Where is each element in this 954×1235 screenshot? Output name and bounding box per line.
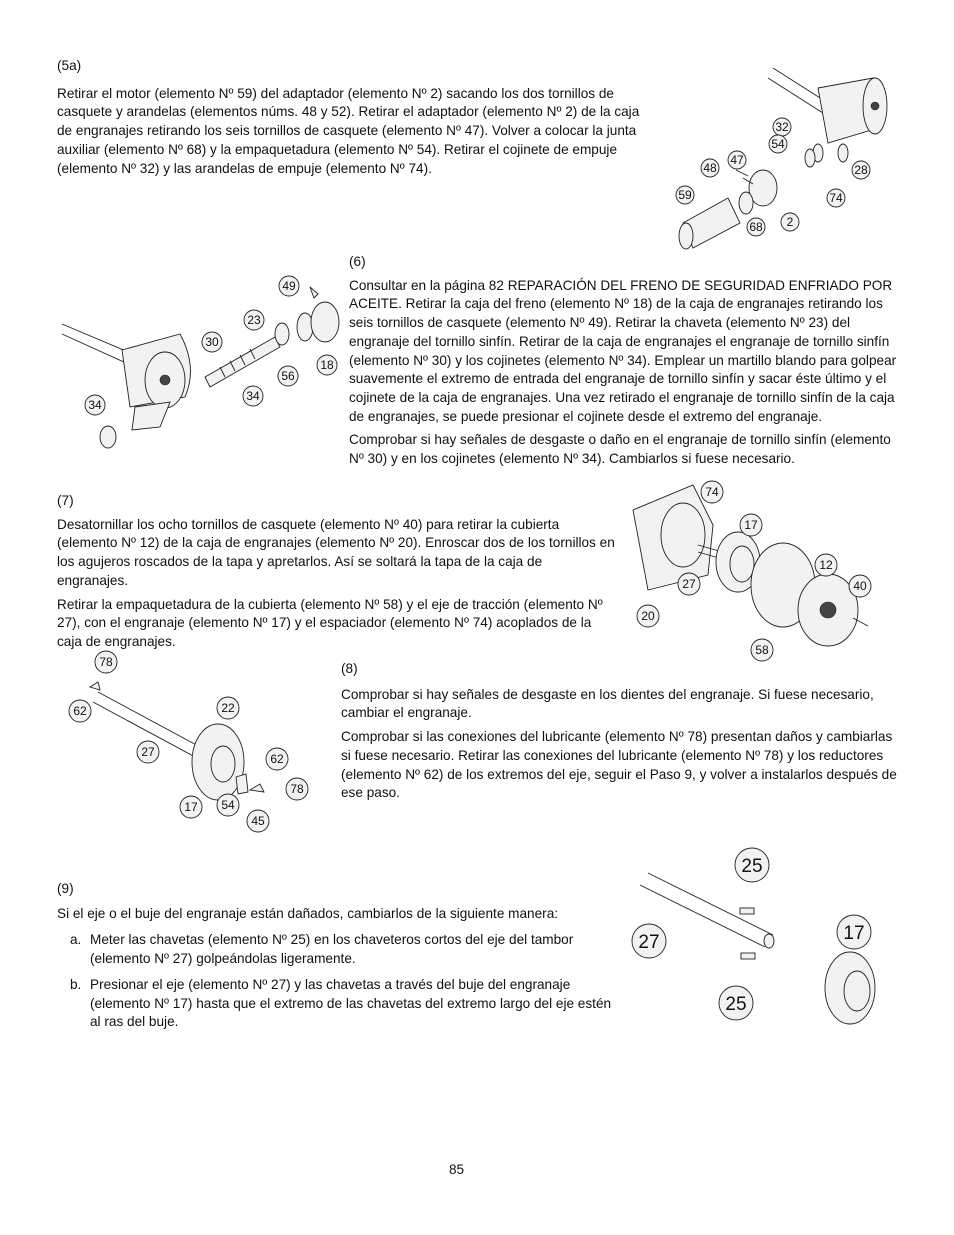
callout: 25 — [725, 994, 747, 1015]
callout: 22 — [221, 701, 235, 715]
callout: 58 — [755, 643, 769, 657]
callout: 78 — [99, 655, 113, 669]
callout: 74 — [829, 191, 843, 205]
section-label: (5a) — [57, 58, 82, 73]
callout: 54 — [771, 137, 785, 151]
figure-9-shaft-keys — [628, 843, 878, 1038]
callout: 17 — [744, 518, 758, 532]
figure-6-worm-gear — [60, 272, 342, 454]
list-text: Meter las chavetas (elemento Nº 25) en los chaveteros cortos del eje del tambor (elemento Nº 27) golpeándolas ligeramente. — [90, 932, 574, 967]
callout: 74 — [705, 485, 719, 499]
callout: 17 — [184, 800, 198, 814]
section-9 — [57, 880, 613, 1039]
callout: 34 — [246, 389, 260, 403]
list-marker: a. — [70, 932, 82, 948]
paragraph: Desatornillar los ocho tornillos de casquete (elemento Nº 40) para retirar la cubierta (elemento Nº 12) de la caja de engranajes (elemento Nº 20). Enroscar dos de los tornillos en los agujeros roscados de la tapa y apretarlos. Así se soltará la tapa de la caja de engranajes. — [57, 516, 615, 588]
figure-8-gear-shaft — [68, 652, 318, 834]
section-label: (9) — [57, 881, 74, 896]
page-number: 85 — [449, 1162, 465, 1177]
callout: 30 — [205, 335, 219, 349]
figure-5a-motor-adapter — [668, 58, 900, 253]
callout: 78 — [290, 782, 304, 796]
callout: 34 — [88, 398, 102, 412]
section-label: (8) — [341, 661, 358, 676]
callout: 27 — [638, 932, 660, 953]
paragraph: Consultar en la página 82 REPARACIÓN DEL FRENO DE SEGURIDAD ENFRIADO POR ACEITE. Retirar la caja del freno (elemento Nº 18) de la caja de engranajes retirando los seis tornillos de casquete (elemento Nº 49). Retirar la chaveta (elemento Nº 23) del engranaje del tornillo sinfín. Retirar de la caja de engranajes el engranaje de tornillo sinfín (elemento Nº 30) y los cojinetes (elemento Nº 34). Emplear un martillo blando para golpear suavemente el extremo de entrada del engranaje de tornillo sinfín y sacar éste último y el cojinete de la caja de engranajes. Una vez retirado el engranaje de tornillo sinfín de la caja de engranajes, se puede presionar el cojinete desde el extremo del engranaje. — [349, 277, 897, 424]
figure-7-gear-cover — [628, 480, 878, 662]
callout: 2 — [786, 215, 794, 229]
callout: 62 — [270, 752, 284, 766]
callout: 56 — [281, 369, 295, 383]
callout: 54 — [221, 798, 235, 812]
callout: 17 — [843, 923, 865, 944]
callout: 49 — [282, 279, 296, 293]
callout: 45 — [251, 814, 265, 828]
callout: 25 — [741, 856, 763, 877]
step-list — [57, 931, 613, 1032]
callout: 32 — [775, 120, 789, 134]
callout: 20 — [641, 609, 655, 623]
list-marker: b. — [70, 976, 82, 992]
paragraph: Retirar la empaquetadura de la cubierta (elemento Nº 58) y el eje de tracción (elemento Nº 27), con el engranaje (elemento Nº 17) y el espaciador (elemento Nº 74) acoplados de la caja de engranajes. — [57, 596, 603, 649]
section-label: (7) — [57, 493, 74, 508]
callout: 27 — [141, 745, 155, 759]
callout: 40 — [853, 579, 867, 593]
callout: 62 — [73, 704, 87, 718]
callout: 12 — [819, 558, 833, 572]
list-item — [70, 976, 613, 1032]
paragraph: Comprobar si las conexiones del lubricante (elemento Nº 78) presentan daños y cambiarlas si fuese necesario. Retirar las conexiones del lubricante (elemento Nº 78) y los reductores (elemento Nº 62) de los extremos del eje, seguir el Paso 9, y volver a instalarlos después de ese paso. — [341, 729, 897, 801]
callout: 59 — [678, 188, 692, 202]
callout: 18 — [320, 358, 334, 372]
section-8 — [341, 660, 897, 808]
section-7 — [57, 492, 615, 657]
callout: 28 — [854, 163, 868, 177]
section-5a — [57, 57, 647, 183]
callout: 47 — [730, 153, 744, 167]
callout: 27 — [682, 577, 696, 591]
paragraph: Comprobar si hay señales de desgaste en los dientes del engranaje. Si fuese necesario, cambiar el engranaje. — [341, 686, 874, 721]
list-item — [70, 931, 613, 968]
list-text: Presionar el eje (elemento Nº 27) y las chavetas a través del buje del engranaje (elemento Nº 17) hasta que el extremo de las chavetas del extremo largo del eje estén al ras del buje. — [90, 976, 612, 1030]
callout: 48 — [703, 161, 717, 175]
paragraph: Comprobar si hay señales de desgaste o daño en el engranaje de tornillo sinfín (elemento Nº 30) y en los cojinetes (elemento Nº 34). Cambiarlos si fuese necesario. — [349, 432, 891, 467]
callout: 68 — [749, 220, 763, 234]
paragraph: Retirar el motor (elemento Nº 59) del adaptador (elemento Nº 2) sacando los dos tornillos de casquete y arandelas (elementos núms. 48 y 52). Retirar el adaptador (elemento Nº 2) de la caja de engranajes retirando los seis tornillos de casquete (elemento Nº 47). Volver a colocar la junta auxiliar (elemento Nº 68) y la empaquetadura (elemento Nº 54). Retirar el cojinete de empuje (elemento Nº 32) y las arandelas de empuje (elemento Nº 74). — [57, 85, 640, 176]
section-6 — [349, 253, 899, 474]
section-label: (6) — [349, 254, 366, 269]
paragraph: Si el eje o el buje del engranaje están dañados, cambiarlos de la siguiente manera: — [57, 905, 559, 921]
callout: 23 — [247, 313, 261, 327]
